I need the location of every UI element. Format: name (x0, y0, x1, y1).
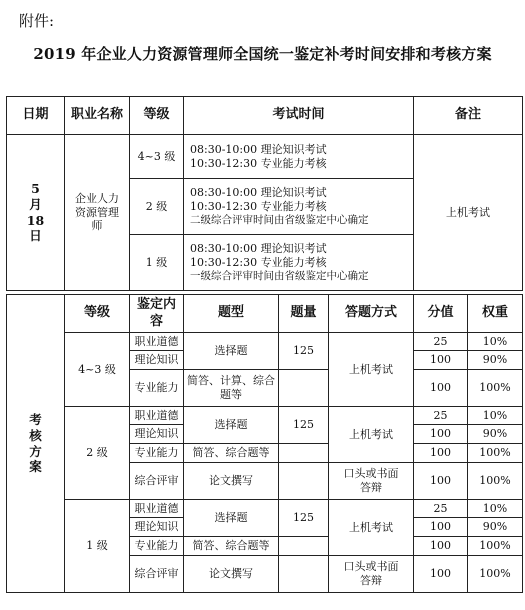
header-date: 日期 (7, 97, 65, 135)
exam-schedule-table (6, 96, 523, 291)
header-profession: 职业名称 (65, 97, 130, 135)
level-1: 1 级 (65, 500, 130, 593)
method-cell: 上机考试 (329, 333, 414, 407)
content-cell: 理论知识 (130, 425, 184, 444)
content-cell: 专业能力 (130, 444, 184, 463)
count-cell (279, 370, 329, 407)
header-count: 题量 (279, 295, 329, 333)
score-cell: 100 (414, 463, 468, 500)
count-cell (279, 556, 329, 593)
method-cell: 上机考试 (329, 407, 414, 463)
content-cell: 职业道德 (130, 500, 184, 518)
score-cell: 100 (414, 425, 468, 444)
header-level: 等级 (130, 97, 184, 135)
count-cell (279, 444, 329, 463)
type-cell: 简答、综合题等 (184, 444, 279, 463)
annex-label: 附件: (19, 12, 55, 30)
score-cell: 100 (414, 537, 468, 556)
weight-cell: 90% (468, 518, 523, 537)
score-cell: 100 (414, 518, 468, 537)
type-cell: 选择题 (184, 407, 279, 444)
content-cell: 理论知识 (130, 518, 184, 537)
document-title: 2019 年企业人力资源管理师全国统一鉴定补考时间安排和考核方案 (33, 45, 492, 63)
score-cell: 100 (414, 444, 468, 463)
type-cell: 选择题 (184, 500, 279, 537)
method-cell: 上机考试 (329, 500, 414, 556)
count-cell (279, 537, 329, 556)
type-cell: 论文撰写 (184, 556, 279, 593)
type-cell: 简答、计算、综合题等 (184, 370, 279, 407)
count-cell: 125 (279, 407, 329, 444)
score-cell: 100 (414, 370, 468, 407)
weight-cell: 10% (468, 333, 523, 351)
type-cell: 论文撰写 (184, 463, 279, 500)
header-score: 分值 (414, 295, 468, 333)
assessment-side-label: 考 核 方 案 (7, 295, 65, 593)
weight-cell: 100% (468, 444, 523, 463)
header-level: 等级 (65, 295, 130, 333)
score-cell: 100 (414, 556, 468, 593)
count-cell (279, 463, 329, 500)
score-cell: 25 (414, 500, 468, 518)
type-cell: 选择题 (184, 333, 279, 370)
header-remark: 备注 (414, 97, 523, 135)
score-cell: 25 (414, 407, 468, 425)
header-weight: 权重 (468, 295, 523, 333)
score-cell: 25 (414, 333, 468, 351)
level-4-3: 4~3 级 (65, 333, 130, 407)
weight-cell: 90% (468, 425, 523, 444)
method-cell: 口头或书面答辩 (329, 556, 414, 593)
content-cell: 综合评审 (130, 463, 184, 500)
header-method: 答题方式 (329, 295, 414, 333)
header-content: 鉴定内容 (130, 295, 184, 333)
content-cell: 专业能力 (130, 370, 184, 407)
header-exam-time: 考试时间 (184, 97, 414, 135)
method-cell: 口头或书面答辩 (329, 463, 414, 500)
content-cell: 综合评审 (130, 556, 184, 593)
score-cell: 100 (414, 351, 468, 370)
time-level-2: 08:30-10:00 理论知识考试 10:30-12:30 专业能力考核 二级综合评审时间由省级鉴定中心确定 (184, 179, 414, 235)
level-4-3: 4~3 级 (130, 135, 184, 179)
content-cell: 专业能力 (130, 537, 184, 556)
weight-cell: 100% (468, 537, 523, 556)
level-2: 2 级 (65, 407, 130, 500)
remark-value: 上机考试 (414, 135, 523, 291)
level-2: 2 级 (130, 179, 184, 235)
weight-cell: 90% (468, 351, 523, 370)
assessment-scheme-table (6, 294, 523, 593)
count-cell: 125 (279, 500, 329, 537)
profession-name: 企业人力资源管理师 (65, 135, 130, 291)
header-question-type: 题型 (184, 295, 279, 333)
weight-cell: 100% (468, 556, 523, 593)
level-1: 1 级 (130, 235, 184, 291)
weight-cell: 100% (468, 463, 523, 500)
time-level-1: 08:30-10:00 理论知识考试 10:30-12:30 专业能力考核 一级综合评审时间由省级鉴定中心确定 (184, 235, 414, 291)
weight-cell: 100% (468, 370, 523, 407)
count-cell: 125 (279, 333, 329, 370)
content-cell: 理论知识 (130, 351, 184, 370)
time-level-4-3: 08:30-10:00 理论知识考试 10:30-12:30 专业能力考核 (184, 135, 414, 179)
type-cell: 简答、综合题等 (184, 537, 279, 556)
exam-date: 5 月 18 日 (7, 135, 65, 291)
weight-cell: 10% (468, 500, 523, 518)
weight-cell: 10% (468, 407, 523, 425)
content-cell: 职业道德 (130, 407, 184, 425)
content-cell: 职业道德 (130, 333, 184, 351)
